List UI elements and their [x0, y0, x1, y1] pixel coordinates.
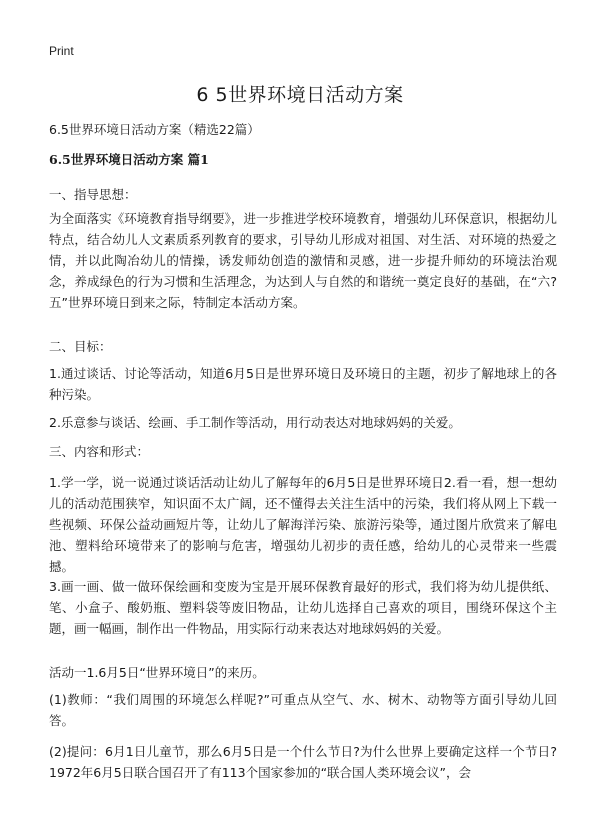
article-heading: 6.5世界环境日活动方案 篇1 [49, 152, 209, 167]
print-link[interactable]: Print [49, 44, 74, 58]
teacher-1-paragraph: (1)教师：“我们周围的环境怎么样呢?”可重点从空气、水、树木、动物等方面引导幼儿回答。 [49, 692, 557, 728]
document-subtitle: 6.5世界环境日活动方案（精选22篇） [49, 122, 260, 137]
content-3-paragraph: 3.画一画、做一做环保绘画和变废为宝是开展环保教育最好的形式，我们将为幼儿提供纸、笔、小盒子、酸奶瓶、塑料袋等废旧物品，让幼儿选择自己喜欢的项目，围绕环保这个主题，画一幅画，制作出一件物品，用实际行动来表达对地球妈妈的关爱。 [49, 579, 557, 636]
content-1-paragraph: 1.学一学，说一说通过谈话活动让幼儿了解每年的6月5日是世界环境日2.看一看，想一想幼儿的活动范围狭窄，知识面不太广阔，还不懂得去关注生活中的污染，我们将从网上下载一些视频、环保公益动画短片等，让幼儿了解海洋污染、旅游污染等，通过图片欣赏来了解电池、塑料给环境带来了的影响与危害，增强幼儿初步的责任感，给幼儿的心灵带来一些震撼。 [49, 475, 557, 574]
question-2-paragraph: (2)提问：6月1日儿童节，那么6月5日是一个什么节日?为什么世界上要确定这样一个节日?1972年6月5日联合国召开了有113个国家参加的“联合国人类环境会议”，会 [49, 744, 557, 780]
activity-1-line: 活动一1.6月5日“世界环境日”的来历。 [49, 665, 265, 680]
goal-1-paragraph: 1.通过谈话、讨论等活动，知道6月5日是世界环境日及环境日的主题，初步了解地球上的各种污染。 [49, 366, 557, 402]
goal-2-paragraph: 2.乐意参与谈话、绘画、手工制作等活动，用行动表达对地球妈妈的关爱。 [49, 415, 461, 430]
section-goals-heading: 二、目标： [49, 339, 112, 354]
section-guide-heading: 一、指导思想： [49, 187, 137, 202]
guide-paragraph: 为全面落实《环境教育指导纲要》，进一步推进学校环境教育，增强幼儿环保意识，根据幼儿特点，结合幼儿人文素质系列教育的要求，引导幼儿形成对祖国、对生活、对环境的热爱之情，并以此陶冶幼儿的情操，诱发师幼创造的激情和灵感，进一步提升师幼的环境法治观念，养成绿色的行为习惯和生活理念，为达到人与自然的和谐统一奠定良好的基础，在“六?五”世界环境日到来之际，特制定本活动方案。 [49, 211, 557, 310]
section-content-heading: 三、内容和形式： [49, 444, 150, 459]
page-title: 6 5世界环境日活动方案 [196, 84, 404, 106]
